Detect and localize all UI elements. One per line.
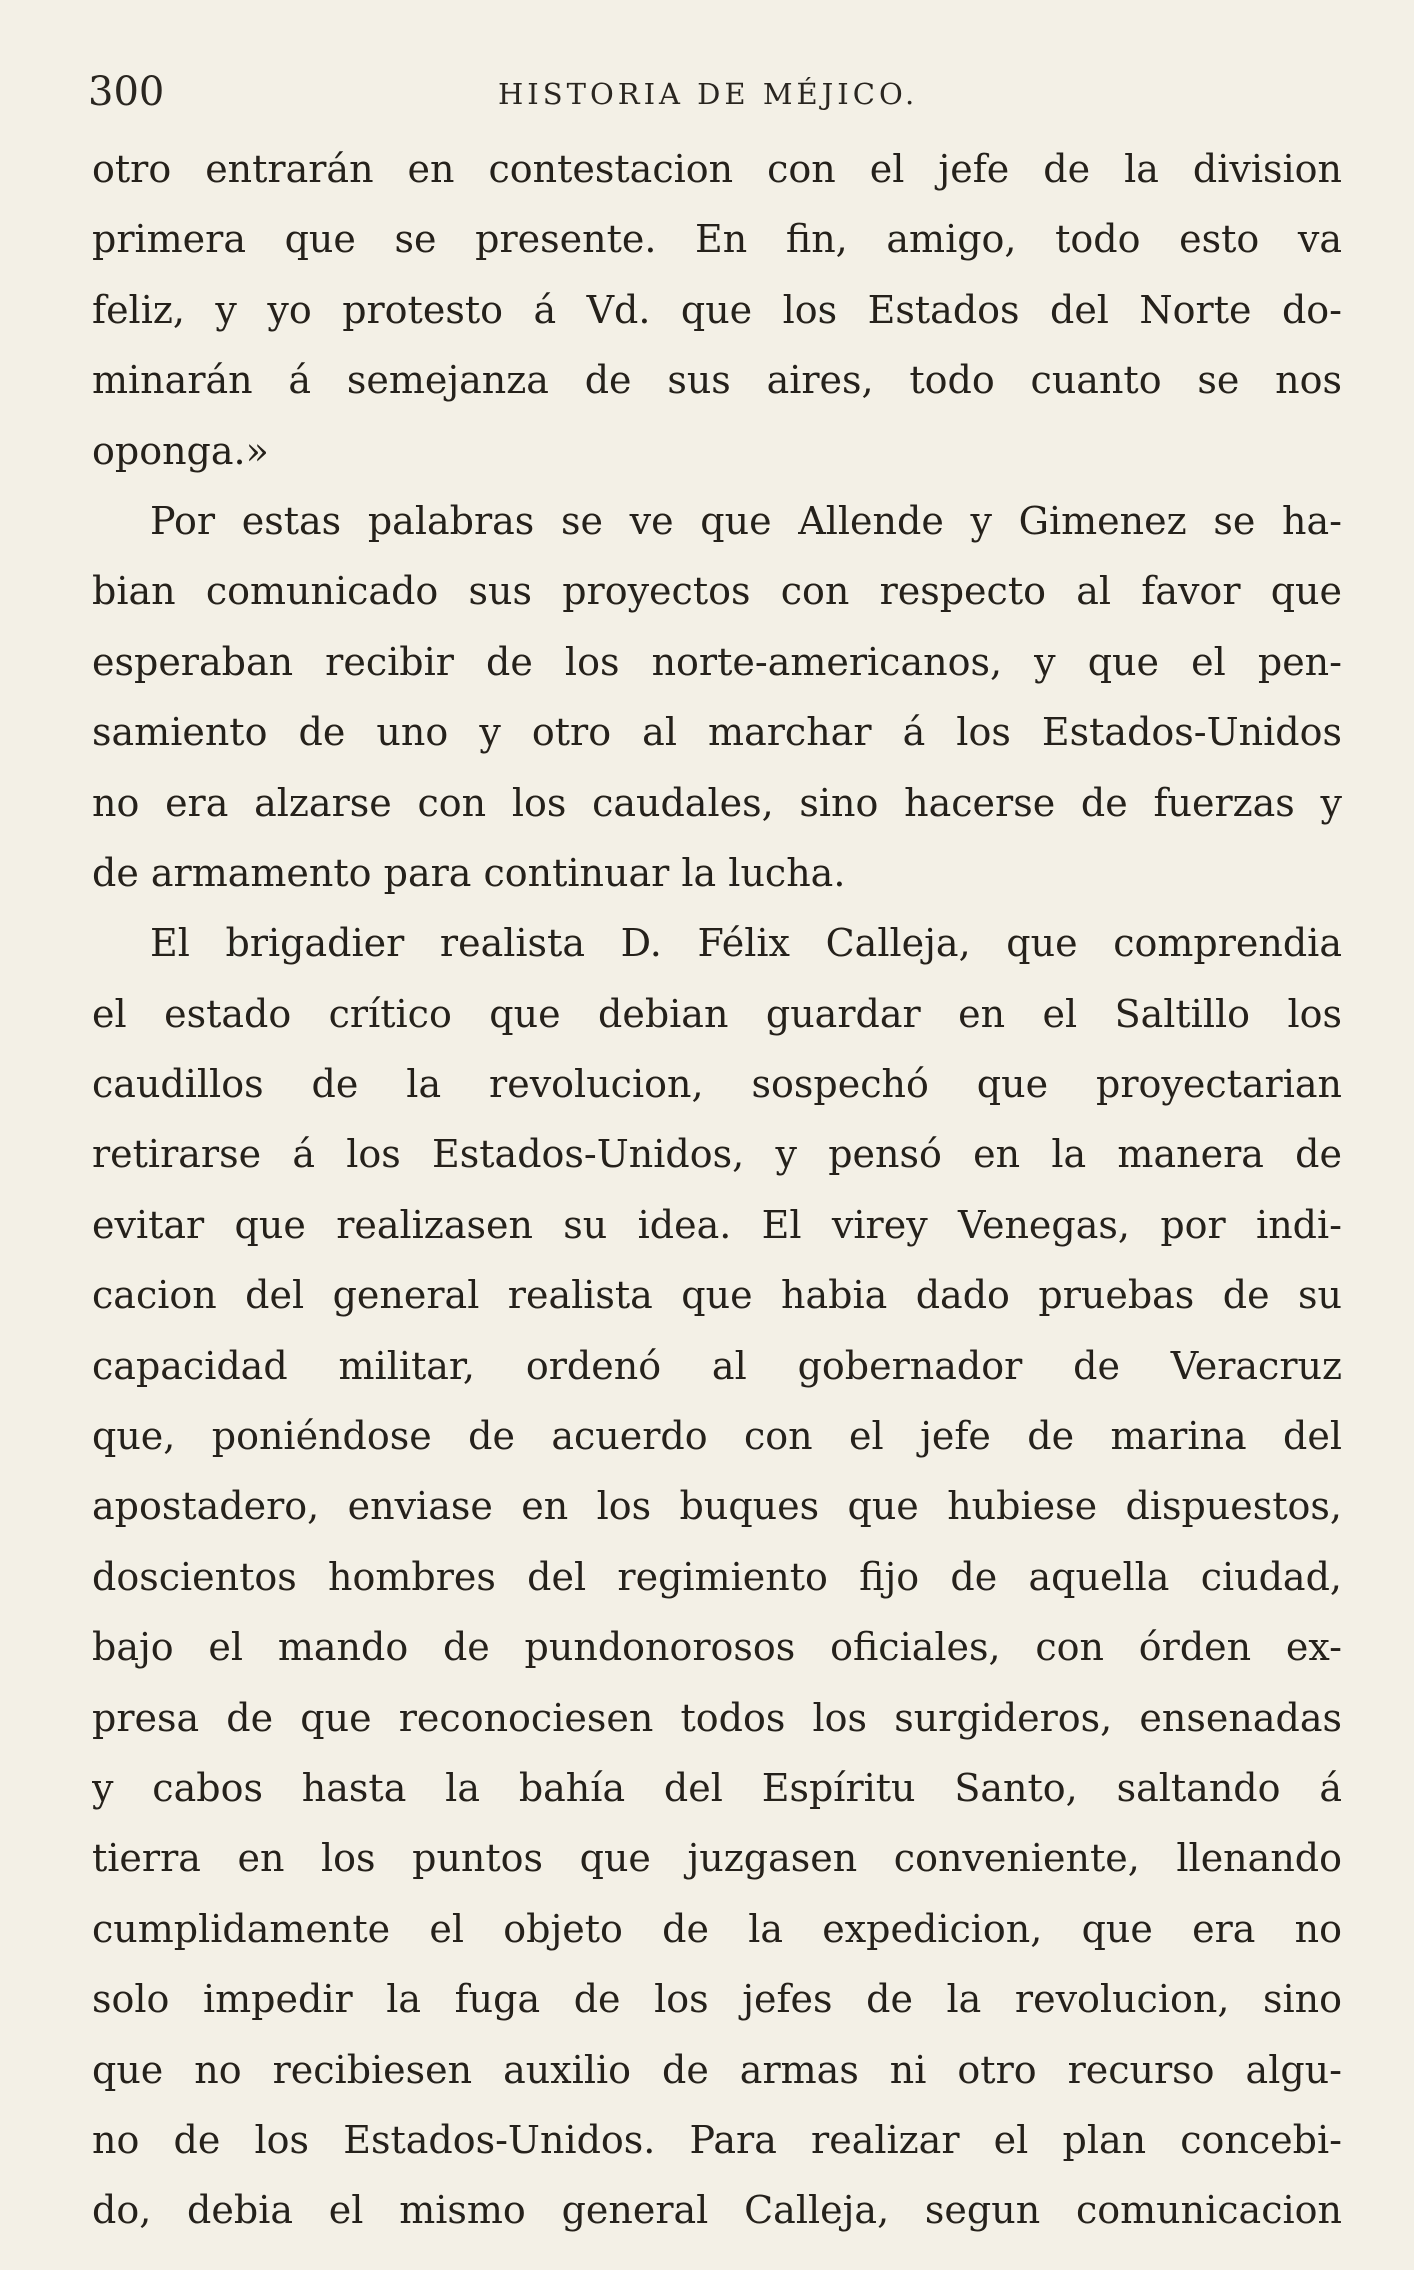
- text-line: tierra en los puntos que juzgasen conveniente, llenando: [92, 1836, 1342, 1881]
- text-line: no era alzarse con los caudales, sino hacerse de fuerzas y: [92, 780, 1342, 825]
- text-line: bian comunicado sus proyectos con respecto al favor que: [92, 569, 1342, 614]
- text-line: y cabos hasta la bahía del Espíritu Santo, saltando á: [92, 1765, 1342, 1810]
- text-line: do, debia el mismo general Calleja, segun comunicacion: [92, 2188, 1342, 2233]
- text-line: que no recibiesen auxilio de armas ni otro recurso algu-: [92, 2047, 1342, 2092]
- text-line: otro entrarán en contestacion con el jefe de la division: [92, 147, 1342, 191]
- text-line: capacidad militar, ordenó al gobernador de Veracruz: [92, 1343, 1342, 1388]
- text-line: samiento de uno y otro al marchar á los Estados-Unidos: [92, 710, 1342, 755]
- text-line: minarán á semejanza de sus aires, todo cuanto se nos: [92, 358, 1342, 403]
- text-line: cacion del general realista que habia dado pruebas de su: [92, 1273, 1342, 1318]
- text-line: evitar que realizasen su idea. El virey Venegas, por indi-: [92, 1202, 1342, 1247]
- text-line: doscientos hombres del regimiento fijo de aquella ciudad,: [92, 1554, 1342, 1599]
- text-line: cumplidamente el objeto de la expedicion, que era no: [92, 1906, 1342, 1951]
- text-line: esperaban recibir de los norte-americanos, y que el pen-: [92, 639, 1342, 684]
- text-line: primera que se presente. En fin, amigo, todo esto va: [92, 217, 1342, 262]
- page-header: [88, 62, 1358, 122]
- text-line: no de los Estados-Unidos. Para realizar el plan concebi-: [92, 2117, 1342, 2162]
- text-line: El brigadier realista D. Félix Calleja, que comprendia: [150, 921, 1342, 966]
- text-line: que, poniéndose de acuerdo con el jefe de marina del: [92, 1414, 1342, 1459]
- text-line: solo impedir la fuga de los jefes de la revolucion, sino: [92, 1977, 1342, 2022]
- text-line: el estado crítico que debian guardar en el Saltillo los: [92, 991, 1342, 1036]
- text-line: presa de que reconociesen todos los surgideros, ensenadas: [92, 1695, 1342, 1740]
- text-line: oponga.»: [92, 428, 269, 473]
- body-text: [92, 134, 1342, 2246]
- text-line: retirarse á los Estados-Unidos, y pensó en la manera de: [92, 1132, 1342, 1177]
- text-line: Por estas palabras se ve que Allende y Gimenez se ha-: [150, 498, 1342, 543]
- text-line: bajo el mando de pundonorosos oficiales, con órden ex-: [92, 1625, 1342, 1670]
- page-number: 300: [88, 69, 165, 115]
- running-title: HISTORIA DE MÉJICO.: [498, 77, 919, 111]
- text-line: de armamento para continuar la lucha.: [92, 850, 846, 895]
- text-line: feliz, y yo protesto á Vd. que los Estados del Norte do-: [92, 287, 1342, 332]
- text-line: apostadero, enviase en los buques que hubiese dispuestos,: [92, 1484, 1342, 1529]
- text-line: caudillos de la revolucion, sospechó que proyectarian: [92, 1062, 1342, 1107]
